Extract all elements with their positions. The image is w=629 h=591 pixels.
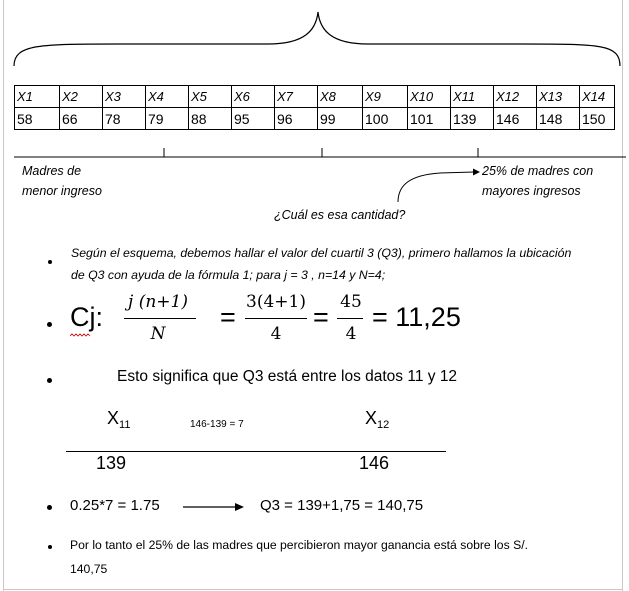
- table-cell: 148: [537, 108, 580, 130]
- formula-frac1-num: j (n+1): [128, 292, 188, 312]
- bullet5-line2: 140,75: [70, 562, 108, 576]
- formula-frac2-den: 4: [270, 324, 282, 344]
- table-cell: 78: [103, 108, 146, 130]
- formula-frac3-den: 4: [345, 324, 357, 344]
- value-139: 139: [96, 453, 127, 473]
- table-cell: X6: [232, 86, 275, 108]
- formula-result: = 11,25: [372, 302, 461, 332]
- formula-frac3-num: 45: [340, 292, 362, 312]
- value-146: 146: [359, 453, 390, 473]
- table-cell: X10: [408, 86, 451, 108]
- table-cell: X13: [537, 86, 580, 108]
- bullet-dot: [47, 322, 52, 327]
- table-cell: X7: [275, 86, 318, 108]
- table-cell: X1: [15, 86, 60, 108]
- table-cell: 146: [494, 108, 537, 130]
- x12-label: $X_{12}$: [365, 408, 390, 431]
- formula-label: Cj:: [70, 302, 103, 332]
- bullet1-line1: Según el esquema, debemos hallar el valor del cuartil 3 (Q3), primero hallamos la ubicación: [71, 246, 572, 260]
- formula-frac1-den: N: [150, 324, 166, 344]
- question-label: ¿Cuál es esa cantidad?: [274, 208, 406, 222]
- data-table: [14, 85, 615, 130]
- formula-frac3-bar: [337, 318, 363, 319]
- interp-line: [66, 451, 446, 452]
- table-row-values: [15, 108, 615, 130]
- table-cell: 88: [189, 108, 232, 130]
- low-income-label-line1: Madres de: [22, 164, 82, 178]
- table-cell: 95: [232, 108, 275, 130]
- table-cell: 79: [146, 108, 189, 130]
- table-cell: 99: [318, 108, 363, 130]
- formula-frac1-bar: [124, 318, 196, 319]
- table-cell: 66: [60, 108, 103, 130]
- difference-label: 146-139 = 7: [190, 419, 244, 430]
- table-cell: 58: [15, 108, 60, 130]
- table-cell: 100: [363, 108, 408, 130]
- bullet5-line1: Por lo tanto el 25% de las madres que percibieron mayor ganancia está sobre los S/.: [70, 538, 528, 552]
- bullet-dot: [47, 378, 52, 383]
- bullet-dot: [47, 505, 52, 510]
- high-income-label-line1: 25% de madres con: [482, 164, 594, 178]
- table-cell: X5: [189, 86, 232, 108]
- spell-underline: [70, 333, 92, 339]
- table-cell: X14: [580, 86, 615, 108]
- bullet4-right: Q3 = 139+1,75 = 140,75: [260, 497, 424, 514]
- table-cell: X3: [103, 86, 146, 108]
- table-cell: X2: [60, 86, 103, 108]
- bullet3-text: Esto significa que Q3 está entre los datos 11 y 12: [117, 368, 458, 385]
- table-cell: 150: [580, 108, 615, 130]
- arrow-right-icon: [183, 500, 245, 514]
- top-brace: [0, 0, 629, 90]
- table-cell: 101: [408, 108, 451, 130]
- table-cell: 139: [451, 108, 494, 130]
- table-cell: X11: [451, 86, 494, 108]
- high-income-label-line2: mayores ingresos: [482, 184, 581, 198]
- table-row-vars: [15, 86, 615, 108]
- low-income-label-line2: menor ingreso: [22, 184, 102, 198]
- formula-frac2-bar: [245, 318, 307, 319]
- formula-equals1: =: [220, 302, 236, 332]
- frame-bottom-border: [3, 589, 623, 590]
- formula-equals2: =: [313, 302, 329, 332]
- bullet1-line2: de Q3 con ayuda de la fórmula 1; para j = 3 , n=14 y N=4;: [71, 268, 386, 282]
- x11-label: $X_{11}$: [107, 408, 131, 431]
- table-cell: X4: [146, 86, 189, 108]
- bullet4-left: 0.25*7 = 1.75: [70, 497, 160, 514]
- bullet-dot: [48, 545, 52, 549]
- table-cell: X8: [318, 86, 363, 108]
- table-cell: X9: [363, 86, 408, 108]
- table-cell: X12: [494, 86, 537, 108]
- bullet-dot: [48, 260, 52, 264]
- table-cell: 96: [275, 108, 318, 130]
- formula-frac2-num: 3(4+1): [246, 292, 306, 312]
